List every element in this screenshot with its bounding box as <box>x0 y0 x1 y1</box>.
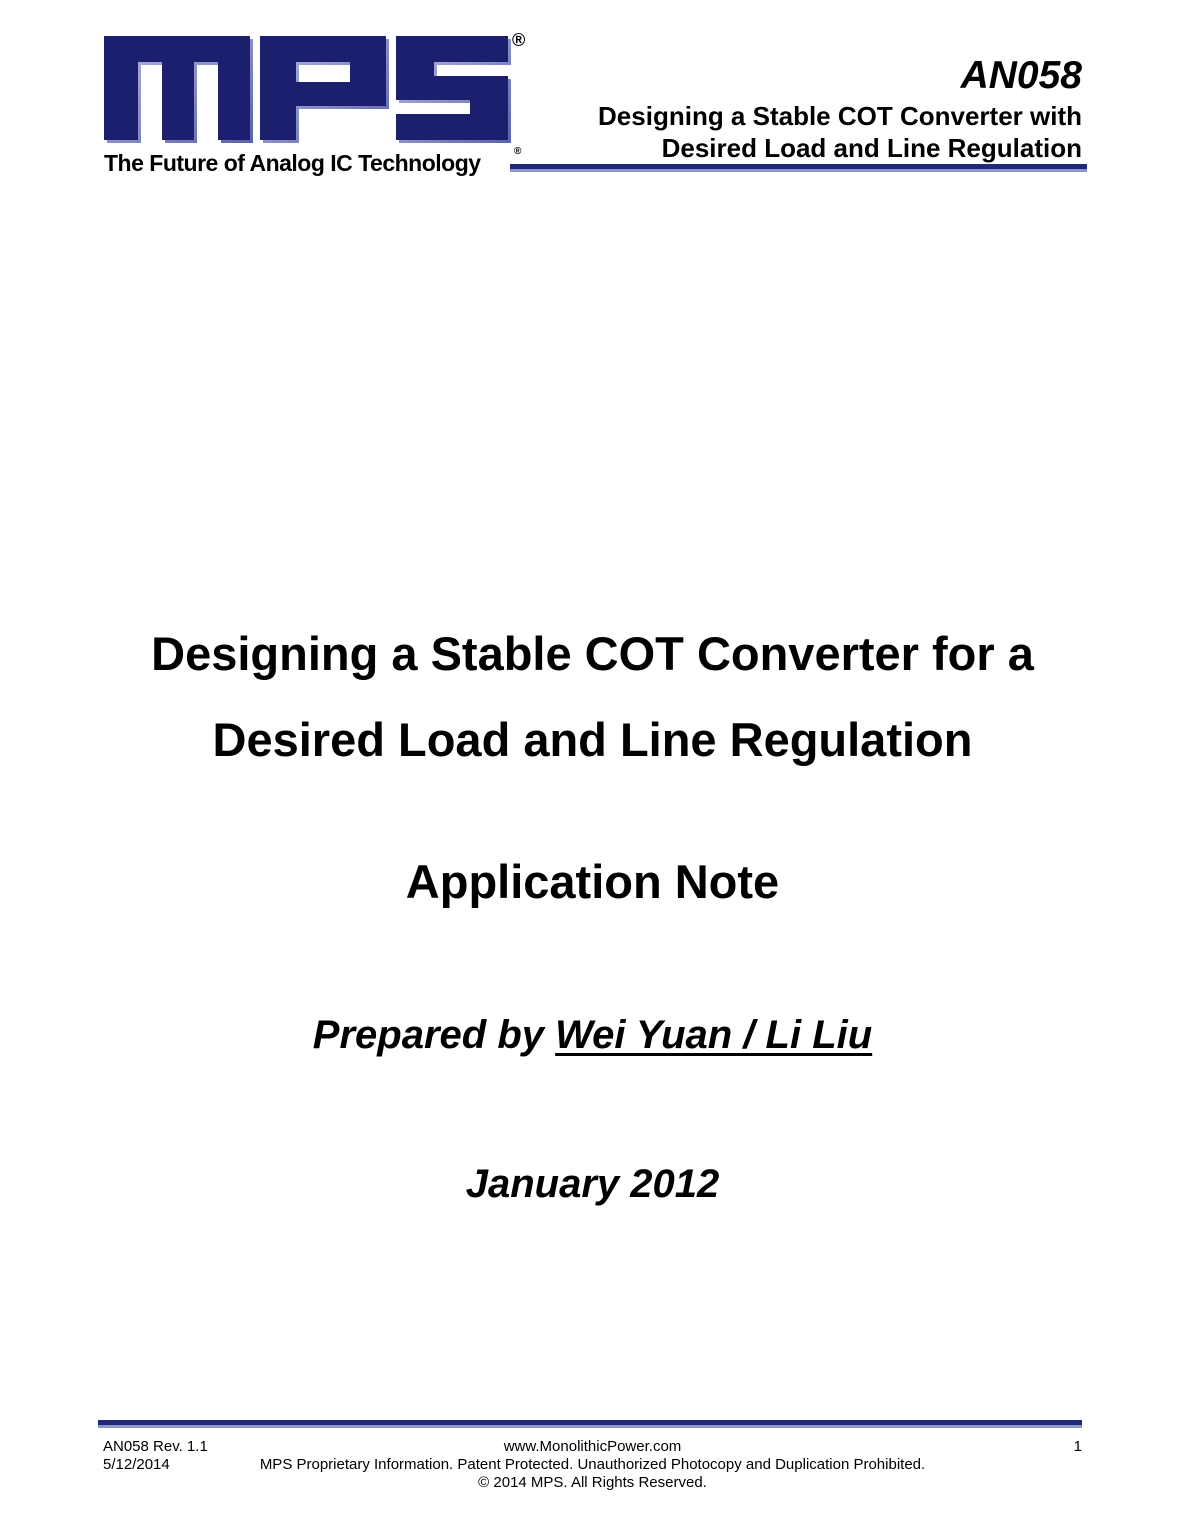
footer-notice: MPS Proprietary Information. Patent Protected. Unauthorized Photocopy and Duplication Prohibited. <box>259 1456 926 1473</box>
logo-tagline: The Future of Analog IC Technology <box>104 150 481 176</box>
header-subtitle-line-2: Desired Load and Line Regulation <box>661 133 1082 163</box>
prepared-by <box>0 1013 1185 1058</box>
document-title <box>0 611 1185 783</box>
mps-logo <box>100 28 540 178</box>
footer-rule <box>98 1420 1082 1428</box>
footer-website[interactable]: www.MonolithicPower.com <box>503 1438 682 1455</box>
header-rule <box>510 164 1087 172</box>
footer-page-number: 1 <box>1073 1438 1082 1455</box>
footer-center <box>0 1438 1185 1492</box>
document-id: AN058 <box>960 54 1082 97</box>
header-subtitle-line-1: Designing a Stable COT Converter with <box>598 101 1082 131</box>
mps-logo-mark <box>100 28 540 148</box>
publication-date: January 2012 <box>465 1162 720 1206</box>
logo-letter-s <box>396 36 511 143</box>
authors: Wei Yuan / Li Liu <box>555 1013 873 1057</box>
prepared-by-label: Prepared by <box>312 1013 544 1057</box>
logo-registered-mark: ® <box>512 30 526 50</box>
document-type: Application Note <box>405 855 780 908</box>
logo-letter-p <box>260 36 389 143</box>
tagline-registered-mark: ® <box>514 146 522 157</box>
header-subtitle <box>598 100 1082 164</box>
footer-revision-date: 5/12/2014 <box>103 1456 170 1473</box>
document-title-line-1: Designing a Stable COT Converter for a <box>151 627 1034 680</box>
footer-revision: AN058 Rev. 1.1 <box>103 1438 208 1455</box>
footer-copyright: © 2014 MPS. All Rights Reserved. <box>478 1474 707 1491</box>
document-title-line-2: Desired Load and Line Regulation <box>212 713 973 766</box>
logo-letter-m <box>104 36 253 143</box>
